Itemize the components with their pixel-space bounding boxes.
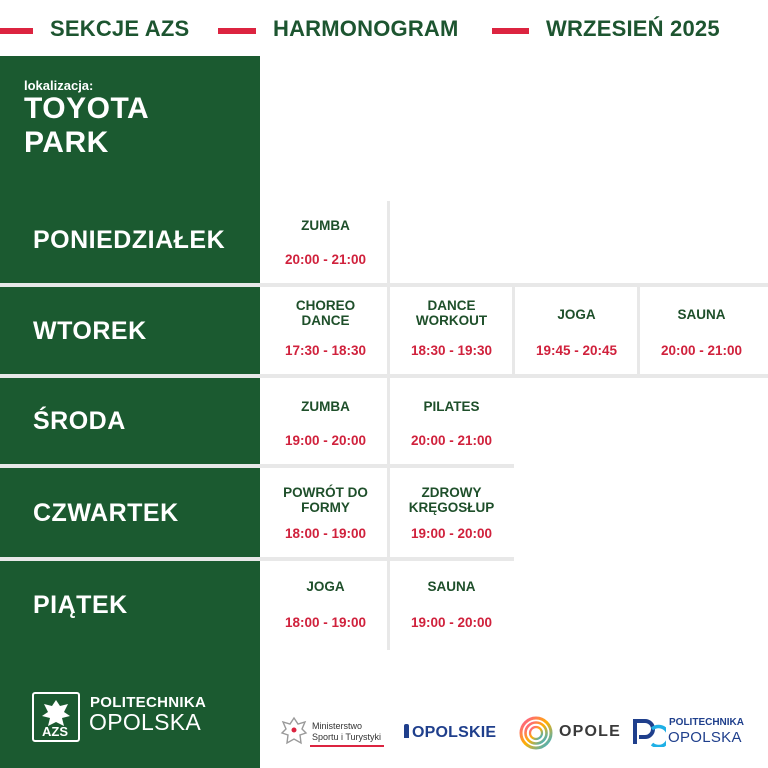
day-tuesday bbox=[0, 288, 260, 374]
session-cell bbox=[264, 287, 387, 374]
activity-name bbox=[264, 399, 387, 414]
activity-line: ZUMBA bbox=[301, 218, 350, 233]
polish-eagle-icon bbox=[280, 716, 308, 750]
activity-line: SAUNA bbox=[427, 579, 476, 594]
session-cell bbox=[640, 287, 763, 374]
activity-time: 20:00 - 21:00 bbox=[410, 433, 493, 448]
activity-time: 18:00 - 19:00 bbox=[284, 526, 367, 541]
opolskie-text: OPOLSKIE bbox=[412, 724, 497, 741]
opolskie-mark-icon bbox=[404, 724, 409, 738]
activity-name bbox=[390, 399, 513, 414]
politechnika-footer-line1: POLITECHNIKA bbox=[669, 717, 744, 728]
header-dash-middle-2 bbox=[492, 28, 529, 34]
day-thursday bbox=[0, 470, 260, 556]
location-name-line1: TOYOTA bbox=[24, 92, 150, 125]
activity-name bbox=[390, 298, 513, 328]
location-name-line2: PARK bbox=[24, 126, 109, 159]
activity-time: 18:30 - 19:30 bbox=[410, 343, 493, 358]
ministry-line2: Sportu i Turystyki bbox=[312, 732, 382, 742]
activity-time: 20:00 - 21:00 bbox=[284, 252, 367, 267]
header-bar bbox=[0, 0, 768, 56]
activity-line: DANCE bbox=[301, 313, 350, 328]
activity-time: 19:00 - 20:00 bbox=[410, 615, 493, 630]
opole-rings-icon bbox=[519, 716, 553, 750]
day-label: WTOREK bbox=[33, 316, 147, 345]
session-cell bbox=[390, 468, 513, 557]
activity-line: ZUMBA bbox=[301, 399, 350, 414]
activity-line: WORKOUT bbox=[415, 313, 488, 328]
activity-name bbox=[390, 579, 513, 594]
day-label: PIĄTEK bbox=[33, 590, 128, 619]
activity-time: 17:30 - 18:30 bbox=[284, 343, 367, 358]
session-cell bbox=[390, 378, 513, 464]
session-cell bbox=[390, 287, 513, 374]
session-cell bbox=[515, 287, 638, 374]
politechnika-po-icon bbox=[632, 717, 666, 747]
activity-time: 19:45 - 20:45 bbox=[535, 343, 618, 358]
activity-line: KRĘGOSŁUP bbox=[408, 500, 495, 515]
session-cell bbox=[264, 201, 387, 283]
azs-letters: AZS bbox=[42, 724, 68, 739]
header-title-schedule: HARMONOGRAM bbox=[273, 16, 459, 41]
activity-line: POWRÓT DO bbox=[283, 485, 368, 500]
day-wednesday bbox=[0, 378, 260, 464]
ministry-logo bbox=[280, 714, 384, 752]
session-cell bbox=[264, 468, 387, 557]
activity-name bbox=[640, 307, 763, 322]
activity-line: PILATES bbox=[423, 399, 480, 414]
day-label: ŚRODA bbox=[33, 406, 126, 435]
azs-eagle-logo-icon bbox=[32, 692, 80, 742]
activity-name bbox=[264, 485, 387, 515]
activity-time: 19:00 - 20:00 bbox=[410, 526, 493, 541]
activity-line: FORMY bbox=[301, 500, 350, 515]
location-name bbox=[24, 92, 224, 160]
session-cell bbox=[390, 561, 513, 650]
location-label: lokalizacja: bbox=[24, 78, 94, 93]
activity-line: ZDROWY bbox=[421, 485, 482, 500]
session-cell bbox=[264, 561, 387, 650]
activity-name bbox=[264, 298, 387, 328]
activity-line: JOGA bbox=[306, 579, 345, 594]
day-label: PONIEDZIAŁEK bbox=[33, 225, 226, 254]
opole-logo-text: OPOLE bbox=[559, 723, 622, 740]
activity-time: 19:00 - 20:00 bbox=[284, 433, 367, 448]
opolskie-logo bbox=[404, 724, 496, 742]
activity-name bbox=[515, 307, 638, 322]
eagle-icon bbox=[34, 694, 78, 740]
header-dash-left bbox=[0, 28, 33, 34]
activity-name bbox=[264, 579, 387, 594]
header-title-sections: SEKCJE AZS bbox=[50, 16, 190, 41]
day-label: CZWARTEK bbox=[33, 498, 179, 527]
day-monday bbox=[0, 197, 260, 283]
activity-line: SAUNA bbox=[677, 307, 726, 322]
activity-name bbox=[390, 485, 513, 515]
session-cell bbox=[264, 378, 387, 464]
activity-line: CHOREO bbox=[295, 298, 356, 313]
activity-time: 20:00 - 21:00 bbox=[660, 343, 743, 358]
activity-name bbox=[264, 218, 387, 233]
politechnika-footer-line2: OPOLSKA bbox=[668, 729, 742, 746]
politechnika-logo-line2: OPOLSKA bbox=[89, 709, 202, 735]
header-title-month: WRZESIEŃ 2025 bbox=[546, 16, 720, 41]
header-dash-middle-1 bbox=[218, 28, 256, 34]
activity-time: 18:00 - 19:00 bbox=[284, 615, 367, 630]
activity-line: JOGA bbox=[557, 307, 596, 322]
politechnika-logo-line1: POLITECHNIKA bbox=[90, 694, 207, 711]
activity-line: DANCE bbox=[427, 298, 476, 313]
ministry-underline bbox=[310, 745, 384, 747]
ministry-line1: Ministerstwo bbox=[312, 721, 363, 731]
day-friday bbox=[0, 562, 260, 648]
